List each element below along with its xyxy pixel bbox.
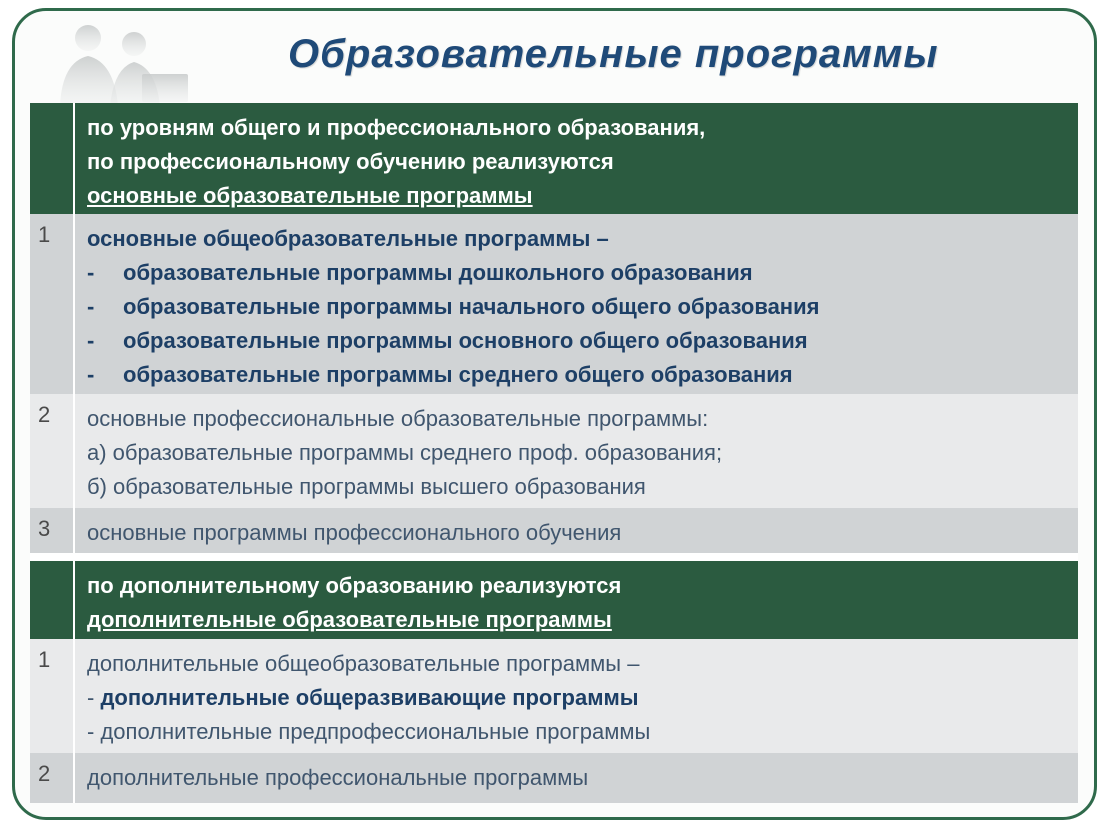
section2-header-num-cell [30,561,75,639]
list-item: - дополнительные предпрофессиональные программы [87,719,651,744]
row-number: 2 [30,753,75,803]
list-item: - образовательные программы основного общего образования [87,328,808,353]
row-number: 2 [30,394,75,508]
table-row [30,214,1078,394]
table-row [30,753,1078,803]
section1-header-line1: по уровням общего и профессионального образования, [87,115,706,140]
table-row [30,639,1078,753]
people-silhouette-icon [30,14,200,106]
list-item: - образовательные программы среднего общего образования [87,362,793,387]
programs-table [30,103,1078,803]
section-divider [30,553,1078,561]
section1-header-line3: основные образовательные программы [87,183,533,208]
row-line: основные профессиональные образовательные программы: [87,406,709,431]
section2-header [30,561,1078,639]
row-line: а) образовательные программы среднего проф. образования; [87,440,723,465]
row-number: 1 [30,639,75,753]
row-lead: дополнительные общеобразовательные программы – [87,651,640,676]
row-text: дополнительные профессиональные программы [87,765,589,790]
row-lead: основные общеобразовательные программы – [87,226,609,251]
list-item: - дополнительные общеразвивающие программы [87,685,639,710]
list-item: - образовательные программы начального общего образования [87,294,820,319]
row-text: основные программы профессионального обучения [87,520,622,545]
section1-header-num-cell [30,103,75,214]
row-number: 1 [30,214,75,394]
list-item: - образовательные программы дошкольного образования [87,260,753,285]
table-row [30,394,1078,508]
section1-header [30,103,1078,214]
page-title: Образовательные программы [288,32,939,76]
section1-header-line2: по профессиональному обучению реализуются [87,149,614,174]
section2-header-line2: дополнительные образовательные программы [87,607,612,632]
table-row [30,508,1078,553]
row-line: б) образовательные программы высшего образования [87,474,646,499]
section2-header-line1: по дополнительному образованию реализуются [87,573,622,598]
row-number: 3 [30,508,75,553]
